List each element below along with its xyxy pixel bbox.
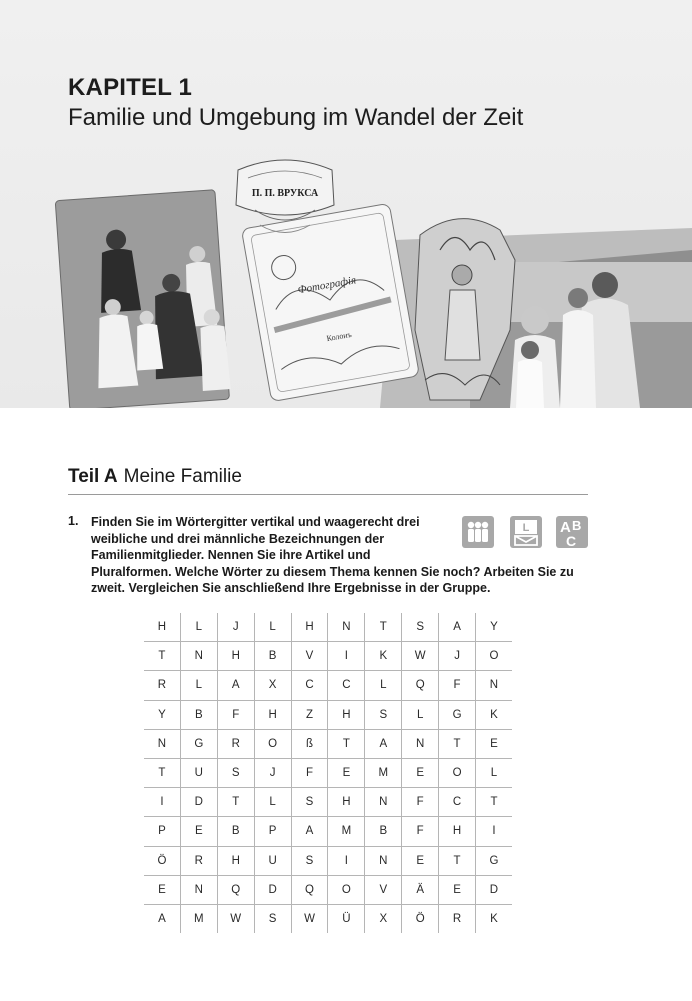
grid-cell[interactable]: U bbox=[180, 758, 217, 787]
grid-cell[interactable]: A bbox=[144, 904, 180, 933]
grid-cell[interactable]: R bbox=[144, 671, 180, 700]
grid-row bbox=[144, 875, 512, 904]
grid-cell[interactable]: Ö bbox=[144, 846, 180, 875]
grid-cell[interactable]: Ö bbox=[402, 904, 439, 933]
grid-cell[interactable]: O bbox=[439, 758, 476, 787]
grid-cell[interactable]: I bbox=[476, 817, 512, 846]
photographer-card bbox=[241, 203, 419, 401]
grid-cell[interactable]: N bbox=[365, 846, 402, 875]
grid-cell[interactable]: H bbox=[439, 817, 476, 846]
grid-cell[interactable]: N bbox=[365, 788, 402, 817]
grid-cell[interactable]: B bbox=[217, 817, 254, 846]
grid-cell[interactable]: A bbox=[365, 729, 402, 758]
grid-cell[interactable]: X bbox=[254, 671, 291, 700]
grid-cell[interactable]: B bbox=[254, 642, 291, 671]
photo-collage bbox=[0, 0, 692, 408]
exercise-number: 1. bbox=[68, 514, 79, 528]
grid-cell[interactable]: E bbox=[144, 875, 180, 904]
grid-cell[interactable]: L bbox=[254, 788, 291, 817]
grid-cell[interactable]: Ä bbox=[402, 875, 439, 904]
grid-cell[interactable]: H bbox=[217, 846, 254, 875]
grid-cell[interactable]: H bbox=[254, 700, 291, 729]
grid-cell[interactable]: D bbox=[476, 875, 512, 904]
grid-cell[interactable]: G bbox=[439, 700, 476, 729]
grid-cell[interactable]: O bbox=[476, 642, 512, 671]
svg-text:L: L bbox=[522, 522, 530, 534]
grid-cell[interactable]: P bbox=[144, 817, 180, 846]
grid-cell[interactable]: T bbox=[144, 758, 180, 787]
grid-cell[interactable]: S bbox=[291, 788, 328, 817]
grid-cell[interactable]: I bbox=[328, 846, 365, 875]
grid-cell[interactable]: V bbox=[365, 875, 402, 904]
grid-cell[interactable]: A bbox=[291, 817, 328, 846]
grid-cell[interactable]: E bbox=[476, 729, 512, 758]
grid-cell[interactable]: T bbox=[476, 788, 512, 817]
grid-cell[interactable]: K bbox=[476, 700, 512, 729]
grid-cell[interactable]: L bbox=[476, 758, 512, 787]
grid-cell[interactable]: C bbox=[439, 788, 476, 817]
grid-cell[interactable]: Y bbox=[476, 613, 512, 642]
grid-cell[interactable]: N bbox=[180, 875, 217, 904]
grid-row bbox=[144, 642, 512, 671]
grid-cell[interactable]: L bbox=[402, 700, 439, 729]
grid-row bbox=[144, 788, 512, 817]
grid-cell[interactable]: F bbox=[291, 758, 328, 787]
chapter-banner bbox=[0, 0, 692, 408]
grid-cell[interactable]: H bbox=[328, 700, 365, 729]
grid-cell[interactable]: Q bbox=[217, 875, 254, 904]
grid-cell[interactable]: S bbox=[365, 700, 402, 729]
grid-cell[interactable]: B bbox=[180, 700, 217, 729]
grid-cell[interactable]: R bbox=[217, 729, 254, 758]
grid-cell[interactable]: G bbox=[180, 729, 217, 758]
alphabet-icon bbox=[556, 516, 588, 549]
ornate-label-text: П. П. ВРУКСА bbox=[251, 188, 319, 199]
grid-cell[interactable]: J bbox=[217, 613, 254, 642]
svg-text:A: A bbox=[560, 519, 571, 536]
chapter-title: Familie und Umgebung im Wandel der Zeit bbox=[68, 104, 524, 131]
card-script-text: Фотографія bbox=[296, 274, 358, 297]
grid-cell[interactable]: X bbox=[365, 904, 402, 933]
grid-cell[interactable]: G bbox=[476, 846, 512, 875]
exercise-icons bbox=[462, 514, 592, 550]
grid-cell[interactable]: T bbox=[328, 729, 365, 758]
grid-cell[interactable]: N bbox=[328, 613, 365, 642]
grid-cell[interactable]: F bbox=[402, 788, 439, 817]
grid-cell[interactable]: S bbox=[254, 904, 291, 933]
chapter-number: KAPITEL 1 bbox=[68, 74, 193, 101]
grid-cell[interactable]: M bbox=[328, 817, 365, 846]
word-search-grid bbox=[144, 613, 512, 933]
svg-text:C: C bbox=[566, 533, 577, 549]
section-label: Teil A bbox=[68, 466, 118, 487]
grid-cell[interactable]: V bbox=[291, 642, 328, 671]
grid-cell[interactable]: B bbox=[365, 817, 402, 846]
letter-writing-icon bbox=[510, 516, 542, 548]
grid-cell[interactable]: K bbox=[490, 912, 498, 925]
grid-cell[interactable]: J bbox=[254, 758, 291, 787]
grid-cell[interactable]: E bbox=[180, 817, 217, 846]
grid-cell[interactable]: H bbox=[217, 642, 254, 671]
grid-cell[interactable]: Y bbox=[144, 700, 180, 729]
section-name: Meine Familie bbox=[123, 466, 242, 487]
grid-cell[interactable]: A bbox=[217, 671, 254, 700]
grid-cell[interactable]: I bbox=[328, 642, 365, 671]
grid-cell[interactable]: T bbox=[439, 846, 476, 875]
grid-cell[interactable]: T bbox=[217, 788, 254, 817]
card-city-text: Колонъ bbox=[325, 329, 353, 344]
grid-cell[interactable]: E bbox=[439, 875, 476, 904]
grid-cell[interactable]: F bbox=[439, 671, 476, 700]
grid-row bbox=[144, 817, 512, 846]
grid-cell[interactable]: T bbox=[439, 729, 476, 758]
grid-cell[interactable]: D bbox=[180, 788, 217, 817]
section-heading bbox=[68, 466, 588, 495]
group-work-icon bbox=[462, 516, 494, 548]
grid-cell[interactable]: E bbox=[402, 758, 439, 787]
grid-row bbox=[144, 904, 512, 933]
grid-cell[interactable]: W bbox=[402, 642, 439, 671]
grid-row bbox=[144, 671, 512, 700]
grid-cell[interactable]: H bbox=[144, 613, 180, 642]
grid-cell[interactable]: P bbox=[254, 817, 291, 846]
grid-cell[interactable]: S bbox=[217, 758, 254, 787]
grid-cell[interactable]: W bbox=[217, 904, 254, 933]
grid-cell[interactable]: N bbox=[144, 729, 180, 758]
grid-cell[interactable]: L bbox=[365, 671, 402, 700]
grid-row bbox=[144, 758, 512, 787]
grid-cell[interactable]: J bbox=[439, 642, 476, 671]
grid-cell[interactable]: O bbox=[254, 729, 291, 758]
grid-row bbox=[144, 700, 512, 729]
grid-cell[interactable]: Ü bbox=[328, 904, 365, 933]
grid-cell[interactable]: Z bbox=[291, 700, 328, 729]
grid-cell[interactable]: L bbox=[254, 613, 291, 642]
grid-cell[interactable]: M bbox=[180, 904, 217, 933]
grid-cell[interactable]: D bbox=[254, 875, 291, 904]
grid-cell[interactable]: T bbox=[144, 642, 180, 671]
exercise-text-part1: Finden Sie im Wörtergitter vertikal und waagerecht drei weibliche und drei männliche Bezeichnungen der Familienmitglieder. Nennen Sie ihre Artikel und bbox=[91, 515, 420, 562]
grid-row bbox=[144, 729, 512, 758]
grid-cell[interactable]: W bbox=[291, 904, 328, 933]
vintage-family-photo bbox=[55, 190, 231, 408]
grid-cell[interactable]: S bbox=[402, 613, 439, 642]
grid-cell[interactable]: E bbox=[402, 846, 439, 875]
grid-row bbox=[144, 846, 512, 875]
grid-cell[interactable]: N bbox=[180, 642, 217, 671]
grid-cell[interactable]: C bbox=[291, 671, 328, 700]
exercise-text-part2: Pluralformen. Welche Wörter zu diesem Thema kennen Sie noch? Arbeiten Sie zu zweit. Vergleichen Sie anschließend Ihre Ergebnisse in der Gruppe. bbox=[91, 564, 574, 595]
grid-cell[interactable]: N bbox=[402, 729, 439, 758]
grid-cell[interactable]: T bbox=[365, 613, 402, 642]
grid-cell[interactable]: S bbox=[291, 846, 328, 875]
grid-cell[interactable]: R bbox=[439, 904, 476, 933]
grid-cell[interactable]: E bbox=[328, 758, 365, 787]
grid-cell[interactable]: Q bbox=[291, 875, 328, 904]
grid-cell[interactable]: K bbox=[365, 642, 402, 671]
grid-cell[interactable]: ß bbox=[291, 729, 328, 758]
grid-cell[interactable]: Q bbox=[402, 671, 439, 700]
grid-cell[interactable]: M bbox=[365, 758, 402, 787]
grid-cell[interactable]: A bbox=[439, 613, 476, 642]
grid-cell[interactable]: O bbox=[328, 875, 365, 904]
grid-cell[interactable]: H bbox=[291, 613, 328, 642]
grid-cell[interactable]: L bbox=[180, 671, 217, 700]
grid-cell[interactable]: F bbox=[402, 817, 439, 846]
grid-cell[interactable]: L bbox=[180, 613, 217, 642]
grid-cell[interactable]: R bbox=[180, 846, 217, 875]
grid-cell[interactable]: H bbox=[328, 788, 365, 817]
grid-cell[interactable]: C bbox=[328, 671, 365, 700]
grid-cell[interactable]: F bbox=[217, 700, 254, 729]
grid-cell[interactable]: U bbox=[254, 846, 291, 875]
grid-cell[interactable]: I bbox=[144, 788, 180, 817]
grid-cell[interactable]: N bbox=[476, 671, 512, 700]
grid-row bbox=[144, 613, 512, 642]
svg-text:B: B bbox=[572, 518, 582, 533]
